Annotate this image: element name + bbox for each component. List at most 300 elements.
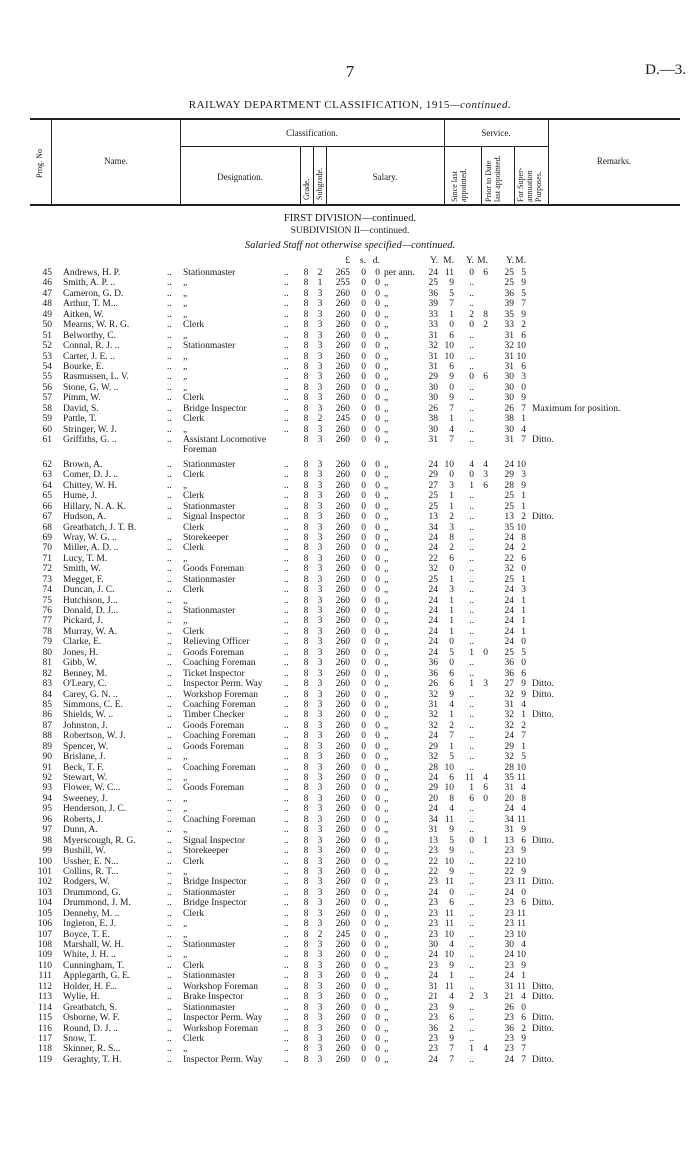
salary-period: „ [384,866,389,877]
prog-no-header: Prog. No [35,149,44,178]
since-last-years: 24 [428,1054,438,1065]
grade: 8 [303,616,309,627]
super-years: 32 [504,689,514,700]
salary-pounds: 260 [335,320,350,331]
table-row [0,815,700,825]
leader-dots: .. [167,341,172,352]
salary-pounds: 260 [335,981,350,992]
super-months: 10 [516,762,526,773]
leader-dots: .. [284,1013,289,1024]
leader-dots: .. [284,793,289,804]
salary-shillings: 0 [361,710,366,721]
since-last-years: 24 [428,647,438,658]
designation: Clerk [183,470,205,481]
salary-period: „ [384,393,389,404]
grade: 8 [303,720,309,731]
employee-name: Stewart, W. [63,773,108,783]
designation: „ [183,299,188,310]
employee-name: Wylie, H. [63,992,100,1003]
grade: 8 [303,689,309,700]
salary-period: „ [384,1002,389,1013]
prior-years: .. [469,414,474,425]
employee-name: Johnston, J. [63,720,108,731]
prior-years: .. [469,278,474,289]
table-row [0,564,700,574]
leader-dots: .. [284,647,289,658]
since-last-months: 10 [444,929,454,940]
super-years: 31 [504,330,514,341]
table-row [0,721,700,731]
remarks: Ditto. [532,710,554,721]
grade: 8 [303,512,309,523]
designation: Clerk [183,522,205,533]
salary-pounds: 265 [335,268,350,278]
designation: „ [183,752,188,763]
salary-pence: 0 [375,372,380,383]
prog-no: 104 [37,898,52,909]
prog-no: 75 [42,595,52,606]
unit-m2: M. [477,256,488,266]
super-months: 10 [516,856,526,867]
salary-shillings: 0 [361,793,366,804]
since-last-months: 9 [449,393,454,404]
prog-no: 95 [42,804,52,815]
subgrade: 3 [317,793,323,804]
prior-years: .. [469,1054,474,1065]
employee-name: Connal, R. J. .. [63,341,120,352]
since-last-months: 9 [449,866,454,877]
classification-table-body [0,268,700,1065]
since-last-months: 6 [449,898,454,909]
grade: 8 [303,647,309,658]
table-row [0,425,700,435]
subgrade: 3 [317,382,323,393]
salary-shillings: 0 [361,1054,366,1065]
subgrade: 3 [317,919,323,930]
super-years: 24 [504,887,514,898]
designation: Stationmaster [183,459,236,470]
super-years: 27 [504,679,514,690]
table-row [0,783,700,793]
prog-no: 96 [42,814,52,825]
super-months: 3 [521,470,526,481]
prog-no: 82 [42,668,52,679]
super-years: 13 [504,512,514,523]
super-months: 11 [516,919,526,930]
since-last-years: 22 [428,553,438,564]
super-months: 6 [521,898,526,909]
leader-dots: .. [284,299,289,310]
subgrade: 3 [317,1054,323,1065]
prior-years: .. [469,1023,474,1034]
subgrade: 3 [317,424,323,435]
super-years: 28 [504,762,514,773]
grade: 8 [303,804,309,815]
employee-name: Benney, M. [63,668,107,679]
salary-period: „ [384,309,389,320]
salary-pence: 0 [375,330,380,341]
grade: 8 [303,741,309,752]
table-row [0,352,700,362]
since-last-years: 24 [428,543,438,554]
employee-name: Hudson, A. [63,512,107,523]
table-row [0,658,700,668]
leader-dots: .. [167,585,172,596]
designation: „ [183,480,188,491]
grade: 8 [303,731,309,742]
units-row [0,256,700,266]
prog-no: 71 [42,553,52,564]
salary-pence: 0 [375,940,380,950]
salary-pence: 0 [375,960,380,971]
super-years: 25 [504,491,514,502]
salary-pounds: 260 [335,877,350,888]
designation: „ [183,825,188,836]
prior-months: 0 [483,793,488,804]
super-months: 6 [521,1013,526,1024]
table-row [0,533,700,543]
salary-shillings: 0 [361,382,366,393]
salary-pounds: 260 [335,393,350,404]
salary-period: „ [384,1013,389,1024]
unit-y2: Y. [465,256,474,266]
employee-name: Clarke, E. [63,637,102,648]
since-last-years: 24 [428,950,438,961]
prior-years: .. [469,710,474,721]
salary-period: „ [384,330,389,341]
employee-name: Dunn, A. [63,825,98,836]
employee-name: Comer, D. J. .. [63,470,119,481]
employee-name: Drummond, J. M. [63,898,131,909]
leader-dots: .. [167,351,172,362]
leader-dots: .. [167,971,172,982]
salary-shillings: 0 [361,856,366,867]
salary-period: „ [384,981,389,992]
leader-dots: .. [167,268,172,278]
super-months: 10 [516,929,526,940]
salary-pounds: 260 [335,309,350,320]
salary-shillings: 0 [361,887,366,898]
since-last-months: 6 [449,679,454,690]
salary-period: „ [384,835,389,846]
salary-period: „ [384,908,389,919]
salary-pounds: 260 [335,1044,350,1055]
grade: 8 [303,1044,309,1055]
subgrade: 3 [317,846,323,857]
table-row [0,414,700,424]
grade: 8 [303,919,309,930]
salary-shillings: 0 [361,804,366,815]
since-last-years: 32 [428,710,438,721]
salary-pounds: 260 [335,783,350,794]
super-years: 13 [504,835,514,846]
unit-y3: Y. [505,256,514,266]
subgrade: 3 [317,950,323,961]
leader-dots: .. [284,564,289,575]
salary-pence: 0 [375,585,380,596]
salary-pounds: 260 [335,626,350,637]
salary-pounds: 260 [335,898,350,909]
prior-months: 8 [483,309,488,320]
super-months: 1 [521,710,526,721]
since-last-years: 27 [428,480,438,491]
service-header: Service. [481,128,511,138]
prior-months: 2 [483,320,488,331]
since-last-years: 28 [428,762,438,773]
leader-dots: .. [284,804,289,815]
unit-m1: M. [443,256,454,266]
prior-years: .. [469,741,474,752]
table-row [0,940,700,950]
leader-dots: .. [167,1013,172,1024]
salary-pence: 0 [375,351,380,362]
grade: 8 [303,929,309,940]
table-row [0,404,700,414]
super-months: 10 [516,351,526,362]
salary-pence: 0 [375,689,380,700]
super-months: 8 [521,532,526,543]
prog-no: 108 [37,940,52,950]
super-years: 36 [504,658,514,669]
grade: 8 [303,330,309,341]
since-last-months: 2 [449,543,454,554]
salary-pence: 0 [375,1044,380,1055]
leader-dots: .. [167,689,172,700]
grade: 8 [303,866,309,877]
subgrade: 3 [317,1013,323,1024]
leader-dots: .. [167,553,172,564]
designation: Relieving Officer [183,637,250,648]
super-years: 29 [504,470,514,481]
designation: „ [183,424,188,435]
salary-pounds: 260 [335,1054,350,1065]
salary-pence: 0 [375,773,380,783]
salary-shillings: 0 [361,532,366,543]
table-row [0,971,700,981]
leader-dots: .. [167,1033,172,1044]
salary-pence: 0 [375,720,380,731]
super-months: 4 [521,804,526,815]
designation: Clerk [183,320,205,331]
prior-years: .. [469,585,474,596]
employee-name: Griffiths, G. .. [63,435,117,445]
leader-dots: .. [167,887,172,898]
salary-pounds: 260 [335,908,350,919]
since-last-years: 32 [428,564,438,575]
unit-pounds: £ [345,256,350,266]
super-months: 0 [521,887,526,898]
prior-years: .. [469,491,474,502]
leader-dots: .. [284,898,289,909]
grade-header: Grade. [302,178,311,200]
grade: 8 [303,626,309,637]
since-last-months: 3 [449,522,454,533]
super-months: 3 [521,372,526,383]
grade: 8 [303,710,309,721]
remarks: Ditto. [532,898,554,909]
super-months: 7 [521,1054,526,1065]
table-row [0,1034,700,1044]
prog-no: 54 [42,361,52,372]
table-row [0,909,700,919]
leader-dots: .. [167,320,172,331]
salary-shillings: 0 [361,414,366,425]
since-last-months: 6 [449,553,454,564]
prior-years: .. [469,752,474,763]
leader-dots: .. [284,992,289,1003]
leader-dots: .. [167,793,172,804]
prog-no: 63 [42,470,52,481]
salary-pence: 0 [375,971,380,982]
leader-dots: .. [284,585,289,596]
designation: Ticket Inspector [183,668,245,679]
superannuation-header: For Super-annuation Purposes. [516,167,543,202]
leader-dots: .. [167,699,172,710]
table-row [0,299,700,309]
salary-period: „ [384,699,389,710]
grade: 8 [303,491,309,502]
since-last-years: 32 [428,689,438,700]
leader-dots: .. [167,950,172,961]
prior-years: .. [469,435,474,445]
employee-name: Dennehy, M. .. [63,908,120,919]
salary-pence: 0 [375,647,380,658]
since-last-months: 0 [449,382,454,393]
employee-name: Jones, H. [63,647,99,658]
since-last-months: 7 [449,1054,454,1065]
salary-period: „ [384,814,389,825]
designation: Coaching Foreman [183,699,256,710]
salary-pounds: 260 [335,299,350,310]
prog-no: 98 [42,835,52,846]
designation: „ [183,929,188,940]
leader-dots: .. [284,320,289,331]
salary-period: „ [384,971,389,982]
salary-pence: 0 [375,491,380,502]
salary-shillings: 0 [361,470,366,481]
since-last-years: 25 [428,278,438,289]
subgrade: 3 [317,532,323,543]
since-last-months: 1 [449,741,454,752]
prior-years: .. [469,960,474,971]
since-last-years: 30 [428,424,438,435]
table-row [0,393,700,403]
table-row [0,606,700,616]
since-last-months: 11 [444,981,454,992]
salary-period: „ [384,382,389,393]
since-last-years: 23 [428,919,438,930]
designation: „ [183,330,188,341]
grade: 8 [303,856,309,867]
super-months: 1 [521,501,526,512]
leader-dots: .. [284,553,289,564]
grade: 8 [303,309,309,320]
designation: Coaching Foreman [183,814,256,825]
salary-pounds: 260 [335,804,350,815]
leader-dots: .. [284,960,289,971]
super-years: 28 [504,480,514,491]
subgrade: 3 [317,351,323,362]
leader-dots: .. [284,341,289,352]
salary-pence: 0 [375,741,380,752]
since-last-months: 2 [449,720,454,731]
super-years: 34 [504,814,514,825]
salary-period: „ [384,668,389,679]
salary-shillings: 0 [361,341,366,352]
salary-pounds: 260 [335,752,350,763]
subgrade: 3 [317,940,323,950]
subgrade: 3 [317,741,323,752]
subgrade: 3 [317,720,323,731]
prior-years: .. [469,595,474,606]
table-row [0,512,700,522]
employee-name: Stringer, W. J. [63,424,117,435]
table-row [0,982,700,992]
super-years: 23 [504,1033,514,1044]
prior-years: .. [469,1002,474,1013]
salary-pence: 0 [375,470,380,481]
since-last-years: 22 [428,866,438,877]
salary-period: „ [384,825,389,836]
employee-name: Shields, W. .. [63,710,114,721]
grade: 8 [303,553,309,564]
salary-pounds: 260 [335,491,350,502]
salary-shillings: 0 [361,403,366,414]
super-years: 36 [504,668,514,679]
salary-shillings: 0 [361,606,366,616]
super-months: 1 [521,595,526,606]
salary-pence: 0 [375,752,380,763]
since-last-years: 32 [428,341,438,352]
leader-dots: .. [284,689,289,700]
designation: „ [183,950,188,961]
employee-name: Spencer, W. [63,741,109,752]
super-years: 23 [504,877,514,888]
salary-period: „ [384,470,389,481]
salary-shillings: 0 [361,288,366,299]
super-years: 23 [504,846,514,857]
leader-dots: .. [284,679,289,690]
employee-name: Belworthy, C. [63,330,116,341]
employee-name: Snow, T. [63,1033,97,1044]
leader-dots: .. [284,532,289,543]
prog-no: 81 [42,658,52,669]
unit-y1: Y. [429,256,438,266]
salary-pounds: 260 [335,403,350,414]
prior-years: .. [469,804,474,815]
prog-no: 58 [42,403,52,414]
prog-no: 79 [42,637,52,648]
subgrade: 3 [317,804,323,815]
salary-pounds: 260 [335,553,350,564]
leader-dots: .. [167,720,172,731]
prog-no: 77 [42,616,52,627]
leader-dots: .. [284,351,289,362]
prog-no: 83 [42,679,52,690]
designation: „ [183,361,188,372]
grade: 8 [303,595,309,606]
salary-shillings: 0 [361,783,366,794]
leader-dots: .. [284,330,289,341]
prior-years: .. [469,553,474,564]
salary-pence: 0 [375,1054,380,1065]
since-last-years: 24 [428,595,438,606]
super-months: 2 [521,320,526,331]
leader-dots: .. [167,752,172,763]
super-months: 5 [521,268,526,278]
salary-pounds: 260 [335,532,350,543]
since-last-years: 13 [428,512,438,523]
